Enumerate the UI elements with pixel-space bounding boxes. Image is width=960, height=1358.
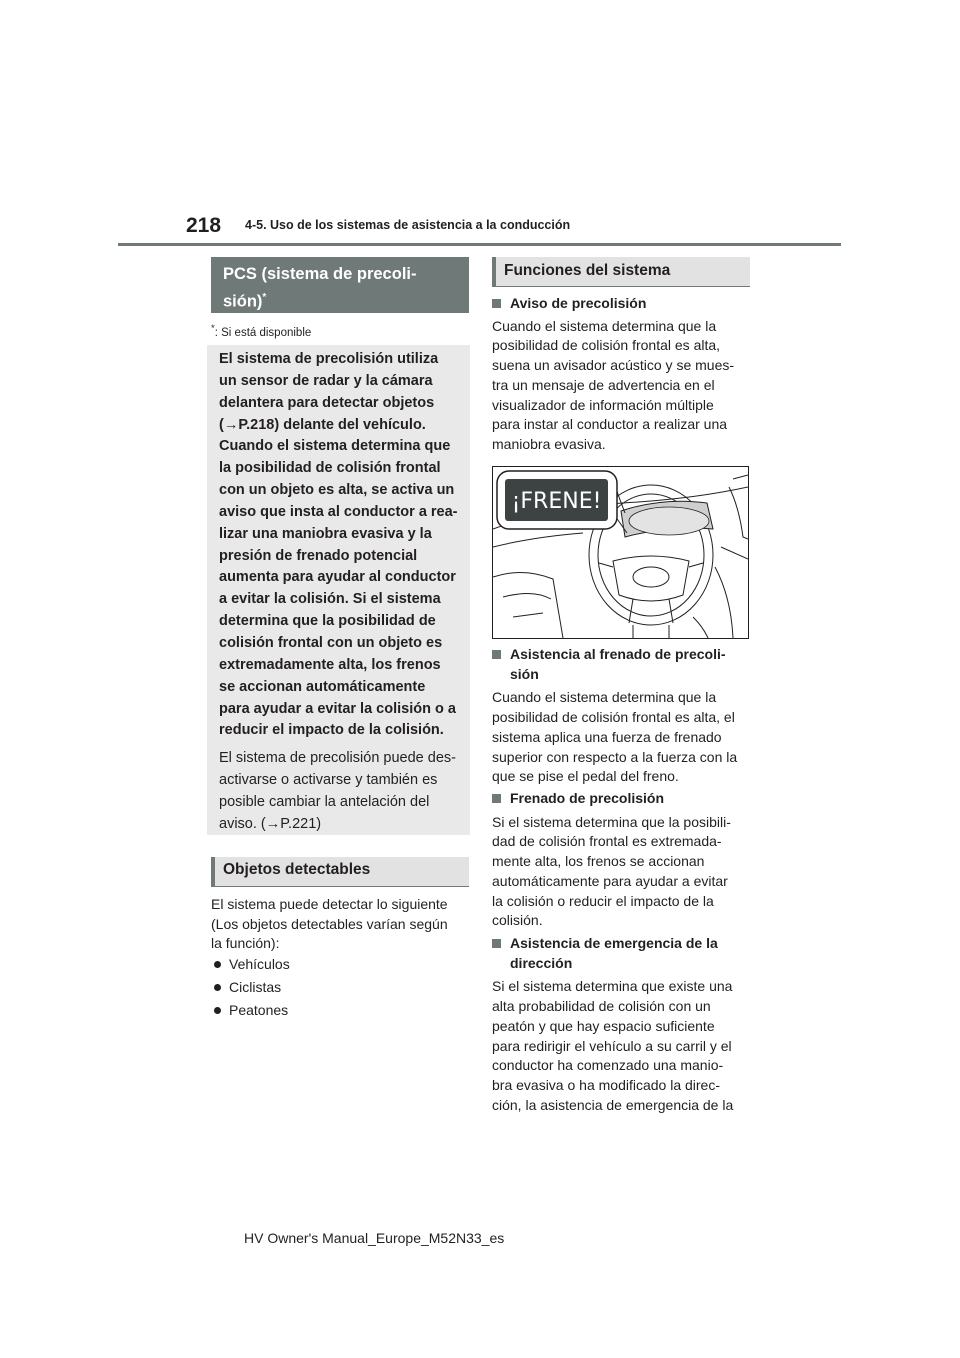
intro-box <box>207 345 470 835</box>
aviso-title: Aviso de precolisión <box>492 294 750 314</box>
frenado-section <box>492 789 750 931</box>
detect-intro: El sistema puede detectar lo siguiente (Los objetos detectables varían según la función): <box>211 896 448 952</box>
funciones-heading: Funciones del sistema <box>492 257 750 287</box>
square-bullet-icon <box>492 794 501 803</box>
bullet-icon <box>214 1007 221 1014</box>
footer-manual-id: HV Owner's Manual_Europe_M52N33_es <box>244 1230 505 1246</box>
objetos-heading: Objetos detectables <box>211 857 469 887</box>
emergencia-section <box>492 934 750 1115</box>
intro-bold-text: El sistema de precolisión utiliza un sensor de radar y la cámara delantera para detectar objetos (→P.218) delante del vehículo. Cuando el sistema determina que la posibilidad de colisión frontal con un objeto es alta, se activa un aviso que insta al conductor a rea- lizar una maniobra evasiva y la presión de frenado potencial aumenta para ayudar al conductor a evitar la colisión. Si el sistema determina que la posibilidad de colisión frontal con un objeto es extremadamente alta, los frenos se accionan automáticamente para ayudar a evitar la colisión o a reducir el impacto de la colisión. <box>219 351 458 739</box>
square-bullet-icon <box>492 299 501 308</box>
bullet-icon <box>214 984 221 991</box>
frenado-title: Frenado de precolisión <box>492 789 750 809</box>
list-item: Peatones <box>211 1000 290 1023</box>
frenado-text: Si el sistema determina que la posibili- dad de colisión frontal es extremada- mente alta, los frenos se accionan automáticamente para ayudar a evitar la colisión o reducir el impacto de la colisión. <box>492 813 731 929</box>
asistencia-title: Asistencia al frenado de precoli- sión <box>492 645 750 684</box>
emergencia-text: Si el sistema determina que existe una alta probabilidad de colisión con un peatón y que hay espacio suficiente para redirigir el vehículo a su carril y el conductor ha comenzado una manio- bra evasiva o ha modificado la direc- ción, la asistencia de emergencia de la <box>492 978 734 1113</box>
intro-normal-text: El sistema de precolisión puede des- activarse o activarse y también es posible cambiar la antelación del aviso. (→P.221) <box>219 750 456 832</box>
steering-wheel-illustration <box>493 467 748 638</box>
emergencia-title: Asistencia de emergencia de la dirección <box>492 934 750 973</box>
pcs-heading-line2: sión)* <box>223 292 267 311</box>
asistencia-text: Cuando el sistema determina que la posibilidad de colisión frontal es alta, el sistema aplica una fuerza de frenado superior con respecto a la fuerza con la que se pise el pedal del freno. <box>492 689 738 785</box>
asistencia-section <box>492 645 750 787</box>
aviso-section <box>492 294 750 455</box>
dashboard-illustration <box>492 466 749 639</box>
section-title: 4-5. Uso de los sistemas de asistencia a la conducción <box>245 218 571 232</box>
list-item: Vehículos <box>211 954 290 977</box>
pcs-heading <box>211 257 469 313</box>
square-bullet-icon <box>492 650 501 659</box>
square-bullet-icon <box>492 939 501 948</box>
footnote: *: Si está disponible <box>211 323 312 339</box>
aviso-text: Cuando el sistema determina que la posibilidad de colisión frontal es alta, suena un avisador acústico y se mues- tra un mensaje de advertencia en el visualizador de información múltiple para instar al conductor a realizar una maniobra evasiva. <box>492 317 735 452</box>
bullet-icon <box>214 961 221 968</box>
pcs-heading-mark: * <box>262 292 267 303</box>
header-divider <box>118 243 841 246</box>
list-item: Ciclistas <box>211 977 290 1000</box>
pcs-heading-line1: PCS (sistema de precoli- <box>223 265 417 283</box>
frene-warning-label: ¡FRENE! <box>511 489 602 514</box>
detect-list <box>211 954 290 1023</box>
page-number: 218 <box>186 214 222 237</box>
